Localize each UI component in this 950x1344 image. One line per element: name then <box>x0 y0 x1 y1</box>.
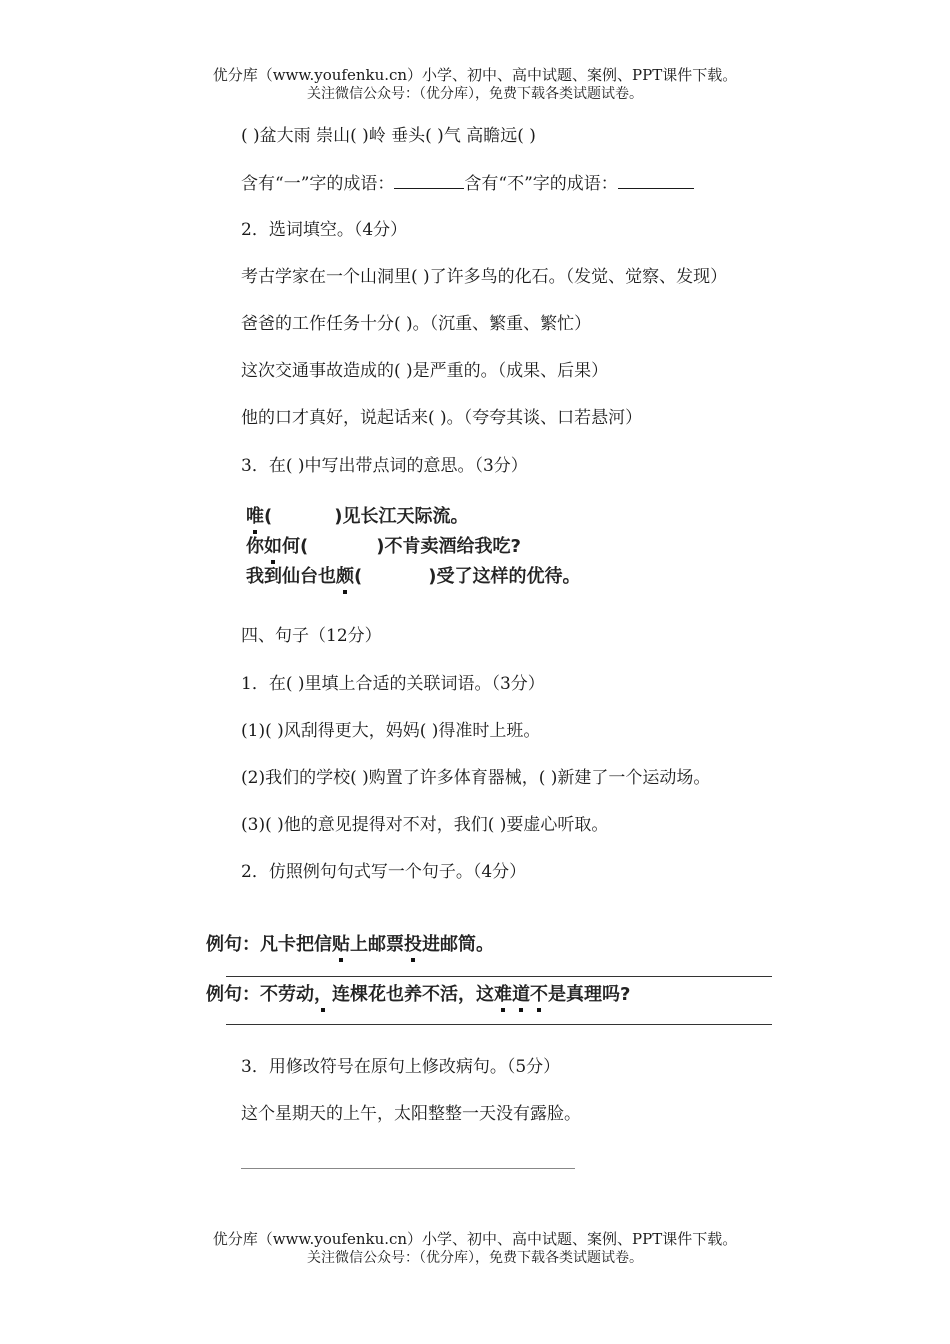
answer-line-2[interactable] <box>226 1024 772 1025</box>
example-1 <box>206 930 494 956</box>
example-2-post: 是真理吗? <box>548 984 631 1005</box>
example-2 <box>206 980 630 1006</box>
q3-line-1-rest: )见长江天际流。 <box>334 506 469 527</box>
example-2-pre: 例句：不劳动 <box>206 984 314 1005</box>
q3-line-2-pre: 你如何 <box>246 536 300 557</box>
q3-image-block <box>246 502 606 592</box>
header-line-1: 优分库（www.youfenku.cn）小学、初中、高中试题、案例、PPT课件下载。 <box>212 66 738 84</box>
footer-line-2: 关注微信公众号：（优分库），免费下载各类试题试卷。 <box>307 1250 643 1266</box>
s4-q1-item-3: (3)( )他的意见提得对不对，我们( )要虚心听取。 <box>241 815 609 835</box>
section4-title: 四、句子（12分） <box>241 626 382 646</box>
q3-line-1 <box>246 502 468 528</box>
example-1-post: 进邮筒。 <box>422 934 494 955</box>
footer-line-1: 优分库（www.youfenku.cn）小学、初中、高中试题、案例、PPT课件下载。 <box>212 1230 738 1248</box>
idiom-fill-line <box>241 172 694 195</box>
q3-line-3 <box>246 562 580 588</box>
example-1-emph-2: 投 <box>404 930 422 956</box>
example-2-emph-3: 道 <box>512 980 530 1006</box>
q3-line-3-open: ( <box>354 566 363 587</box>
idiom-fill-label-2: 含有“不”字的成语： <box>464 174 618 194</box>
q2-item-3: 这次交通事故造成的( )是严重的。（成果、后果） <box>241 361 609 381</box>
page-header <box>0 66 950 104</box>
q2-item-2: 爸爸的工作任务十分( )。（沉重、繁重、繁忙） <box>241 314 592 334</box>
page-footer <box>0 1230 950 1268</box>
q2-title: 2．选词填空。（4分） <box>241 220 408 240</box>
q3-line-2-open: ( <box>300 536 309 557</box>
idiom-fill-label-1: 含有“一”字的成语： <box>241 174 395 194</box>
s4-example-block <box>206 928 776 1028</box>
example-1-mid: 上邮票 <box>350 934 404 955</box>
s4-q1-item-2: (2)我们的学校( )购置了许多体育器械，( )新建了一个运动场。 <box>241 768 711 788</box>
example-2-emph-1: ， <box>314 980 332 1006</box>
s4-q3-sentence: 这个星期天的上午，太阳整整一天没有露脸。 <box>241 1104 581 1124</box>
s4-q1-title: 1．在( )里填上合适的关联词语。（3分） <box>241 674 545 694</box>
correction-line[interactable] <box>241 1168 575 1169</box>
q2-item-1: 考古学家在一个山洞里( )了许多鸟的化石。（发觉、觉察、发现） <box>241 267 728 287</box>
idioms-line: ( )盆大雨 崇山( )岭 垂头( )气 高瞻远( ) <box>241 126 536 146</box>
answer-line-1[interactable] <box>226 976 772 977</box>
example-1-pre: 例句：凡卡把信 <box>206 934 332 955</box>
q3-line-1-open: ( <box>264 506 273 527</box>
q3-line-2-emph: 如 <box>264 532 282 558</box>
example-1-emph-1: 贴 <box>332 930 350 956</box>
s4-q1-item-1: (1)( )风刮得更大，妈妈( )得准时上班。 <box>241 721 541 741</box>
q3-line-3-rest: )受了这样的优待。 <box>428 566 581 587</box>
q3-title: 3．在( )中写出带点词的意思。（3分） <box>241 456 528 476</box>
q2-item-4: 他的口才真好，说起话来( )。（夸夸其谈、口若悬河） <box>241 408 643 428</box>
example-2-emph-2: 难 <box>494 980 512 1006</box>
example-2-mid: 连棵花也养不活，这 <box>332 984 494 1005</box>
idiom-blank-2[interactable] <box>618 172 694 189</box>
q3-line-3-emph: 颇 <box>336 562 354 588</box>
q3-line-3-pre: 我到仙台也颇 <box>246 566 354 587</box>
q3-line-2-rest: )不肯卖酒给我吃? <box>376 536 521 557</box>
header-line-2: 关注微信公众号：（优分库），免费下载各类试题试卷。 <box>307 86 643 102</box>
s4-q3-title: 3．用修改符号在原句上修改病句。（5分） <box>241 1057 561 1077</box>
q3-line-1-word: 唯 <box>246 502 264 528</box>
q3-line-2 <box>246 532 521 558</box>
idiom-blank-1[interactable] <box>394 172 464 189</box>
example-2-emph-4: 不 <box>530 980 548 1006</box>
s4-q2-title: 2．仿照例句句式写一个句子。（4分） <box>241 862 527 882</box>
